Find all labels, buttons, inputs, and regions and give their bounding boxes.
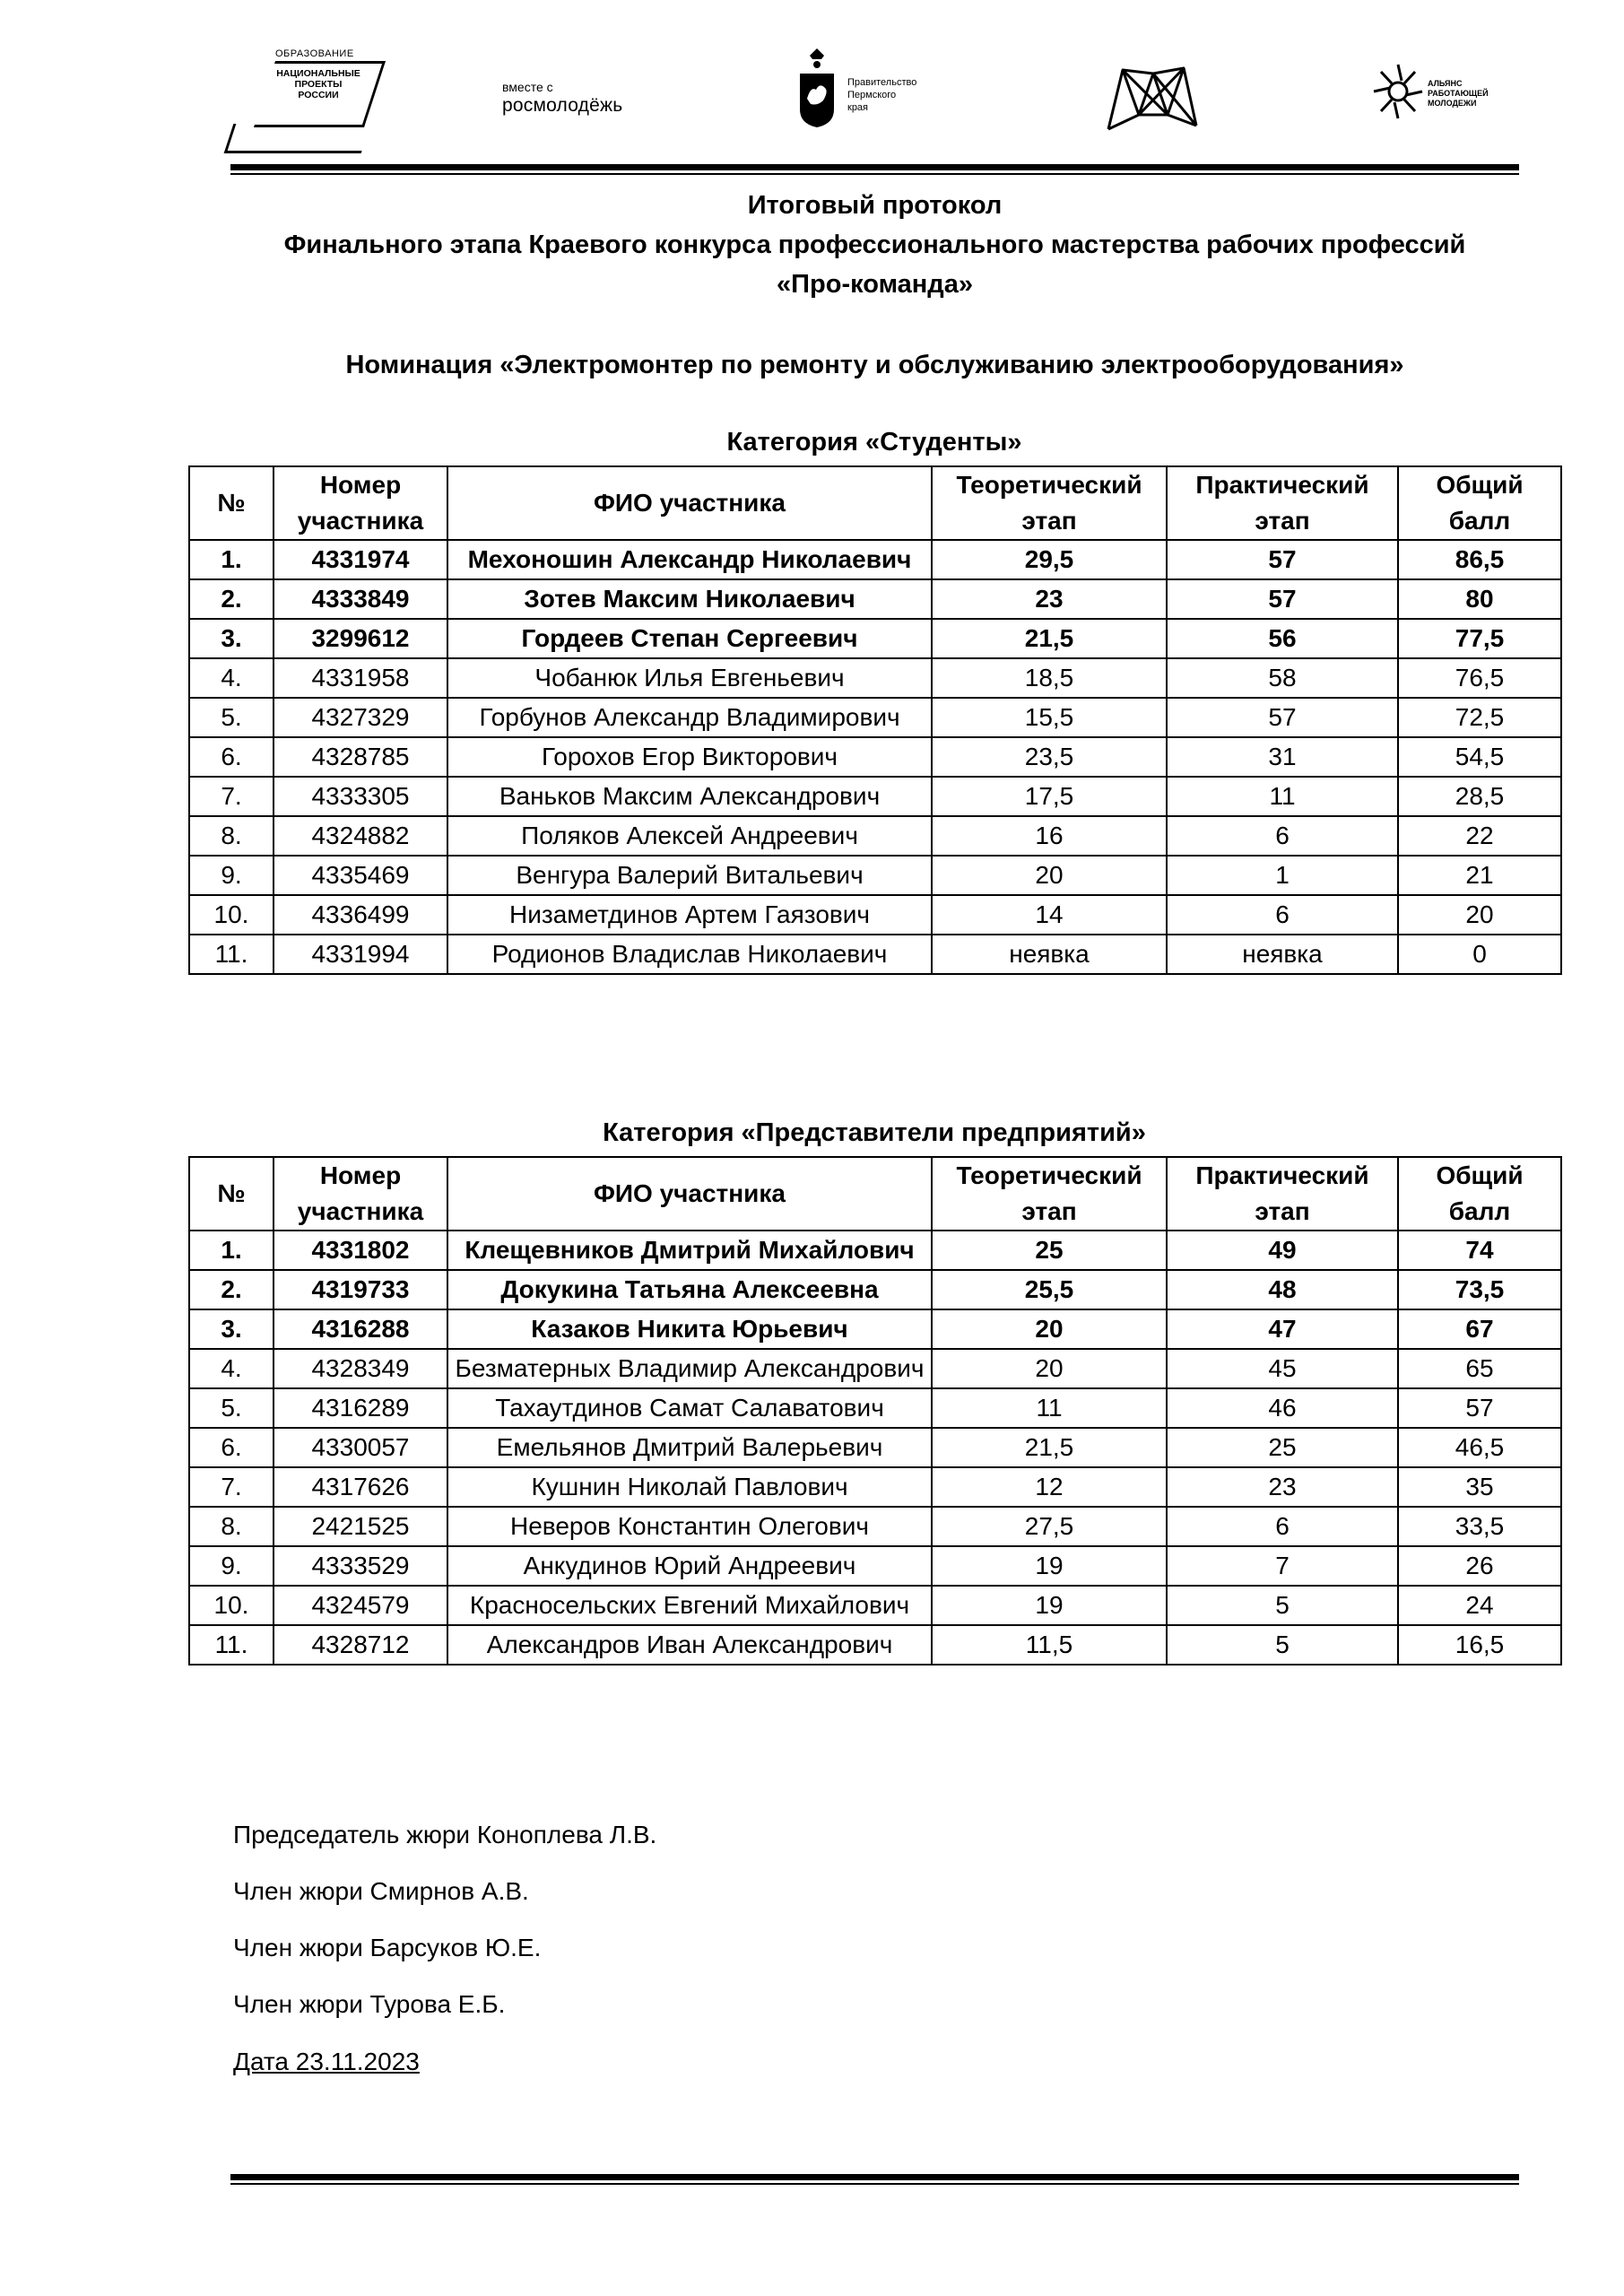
participant-name: Емельянов Дмитрий Валерьевич xyxy=(447,1428,932,1467)
total-score: 57 xyxy=(1398,1388,1561,1428)
row-number: 5. xyxy=(189,1388,274,1428)
practice-score: неявка xyxy=(1167,935,1398,974)
participant-number: 4330057 xyxy=(274,1428,447,1467)
theory-score: 11,5 xyxy=(932,1625,1167,1665)
theory-score: 14 xyxy=(932,895,1167,935)
total-score: 86,5 xyxy=(1398,540,1561,579)
table-row xyxy=(189,1625,1561,1665)
participant-name: Зотев Максим Николаевич xyxy=(447,579,932,619)
theory-score: 29,5 xyxy=(932,540,1167,579)
participant-number: 4324882 xyxy=(274,816,447,856)
table-row xyxy=(189,1349,1561,1388)
practice-score: 1 xyxy=(1167,856,1398,895)
total-score: 76,5 xyxy=(1398,658,1561,698)
total-score: 24 xyxy=(1398,1586,1561,1625)
practice-score: 5 xyxy=(1167,1586,1398,1625)
row-number: 5. xyxy=(189,698,274,737)
theory-score: 25,5 xyxy=(932,1270,1167,1309)
theory-score: 12 xyxy=(932,1467,1167,1507)
participant-number: 4324579 xyxy=(274,1586,447,1625)
theory-score: 11 xyxy=(932,1388,1167,1428)
total-score: 26 xyxy=(1398,1546,1561,1586)
protocol-subtitle: Финального этапа Краевого конкурса профессионального мастерства рабочих профессий xyxy=(283,230,1466,259)
total-score: 72,5 xyxy=(1398,698,1561,737)
practice-score: 48 xyxy=(1167,1270,1398,1309)
perm-government-text: Правительство Пермского края xyxy=(847,77,917,113)
rosmolodezh-big-text: росмолодёжь xyxy=(502,95,623,116)
participant-number: 4327329 xyxy=(274,698,447,737)
table-row xyxy=(189,1270,1561,1309)
col-header-practice: Практический этап xyxy=(1167,466,1398,540)
theory-score: неявка xyxy=(932,935,1167,974)
participant-number: 4317626 xyxy=(274,1467,447,1507)
participant-name: Ваньков Максим Александрович xyxy=(447,777,932,816)
table-row xyxy=(189,895,1561,935)
logo-frame-base xyxy=(224,124,371,153)
theory-score: 16 xyxy=(932,816,1167,856)
col-header-no: № xyxy=(189,466,274,540)
row-number: 8. xyxy=(189,1507,274,1546)
row-number: 4. xyxy=(189,658,274,698)
theory-score: 21,5 xyxy=(932,619,1167,658)
row-number: 2. xyxy=(189,1270,274,1309)
practice-score: 45 xyxy=(1167,1349,1398,1388)
table-body xyxy=(189,540,1561,974)
participant-name: Гордеев Степан Сергеевич xyxy=(447,619,932,658)
participant-name: Венгура Валерий Витальевич xyxy=(447,856,932,895)
perm-government-logo xyxy=(798,47,977,154)
row-number: 9. xyxy=(189,856,274,895)
practice-score: 49 xyxy=(1167,1231,1398,1270)
total-score: 0 xyxy=(1398,935,1561,974)
participant-number: 4331974 xyxy=(274,540,447,579)
row-number: 3. xyxy=(189,1309,274,1349)
participant-name: Красносельских Евгений Михайлович xyxy=(447,1586,932,1625)
total-score: 33,5 xyxy=(1398,1507,1561,1546)
row-number: 2. xyxy=(189,579,274,619)
table-row xyxy=(189,1467,1561,1507)
practice-score: 25 xyxy=(1167,1428,1398,1467)
practice-score: 6 xyxy=(1167,816,1398,856)
table-row xyxy=(189,540,1561,579)
total-score: 67 xyxy=(1398,1309,1561,1349)
theory-score: 17,5 xyxy=(932,777,1167,816)
practice-score: 46 xyxy=(1167,1388,1398,1428)
rosmolodezh-small-text: вместе с xyxy=(502,80,553,94)
total-score: 21 xyxy=(1398,856,1561,895)
contest-name: «Про-команда» xyxy=(777,270,973,299)
participant-number: 4335469 xyxy=(274,856,447,895)
participant-number: 4331958 xyxy=(274,658,447,698)
table-row xyxy=(189,1586,1561,1625)
row-number: 10. xyxy=(189,1586,274,1625)
table-header-row xyxy=(189,1157,1561,1231)
practice-score: 57 xyxy=(1167,540,1398,579)
table-row xyxy=(189,737,1561,777)
logo-strip xyxy=(229,45,1529,161)
participant-number: 4328785 xyxy=(274,737,447,777)
total-score: 74 xyxy=(1398,1231,1561,1270)
theory-score: 23,5 xyxy=(932,737,1167,777)
total-score: 28,5 xyxy=(1398,777,1561,816)
participant-name: Горбунов Александр Владимирович xyxy=(447,698,932,737)
perm-crest-icon xyxy=(798,47,836,129)
practice-score: 31 xyxy=(1167,737,1398,777)
total-score: 16,5 xyxy=(1398,1625,1561,1665)
participant-number: 4331994 xyxy=(274,935,447,974)
footer-rule xyxy=(230,2174,1519,2185)
logo-education-label: ОБРАЗОВАНИЕ xyxy=(275,48,354,59)
alliance-star-icon xyxy=(1372,63,1424,120)
col-header-number: Номер участника xyxy=(274,466,447,540)
jury-chairman: Председатель жюри Коноплева Л.В. xyxy=(233,1821,657,1848)
participant-name: Неверов Константин Олегович xyxy=(447,1507,932,1546)
theory-score: 23 xyxy=(932,579,1167,619)
participant-number: 4328712 xyxy=(274,1625,447,1665)
table-row xyxy=(189,1546,1561,1586)
participant-name: Тахаутдинов Самат Салаватович xyxy=(447,1388,932,1428)
protocol-date: Дата 23.11.2023 xyxy=(233,2048,420,2075)
theory-score: 18,5 xyxy=(932,658,1167,698)
participant-number: 4328349 xyxy=(274,1349,447,1388)
participant-name: Докукина Татьяна Алексеевна xyxy=(447,1270,932,1309)
theory-score: 25 xyxy=(932,1231,1167,1270)
participant-name: Поляков Алексей Андреевич xyxy=(447,816,932,856)
protocol-title: Итоговый протокол xyxy=(747,191,1003,220)
table-row xyxy=(189,579,1561,619)
theory-score: 20 xyxy=(932,1349,1167,1388)
total-score: 20 xyxy=(1398,895,1561,935)
practice-score: 58 xyxy=(1167,658,1398,698)
category-title-enterprises: Категория «Представители предприятий» xyxy=(603,1118,1146,1147)
table-row xyxy=(189,856,1561,895)
theory-score: 20 xyxy=(932,1309,1167,1349)
participant-name: Горохов Егор Викторович xyxy=(447,737,932,777)
alliance-logo xyxy=(1372,63,1507,135)
row-number: 9. xyxy=(189,1546,274,1586)
participant-name: Кушнин Николай Павлович xyxy=(447,1467,932,1507)
results-table-students xyxy=(188,465,1562,975)
participant-name: Клещевников Дмитрий Михайлович xyxy=(447,1231,932,1270)
practice-score: 6 xyxy=(1167,1507,1398,1546)
row-number: 4. xyxy=(189,1349,274,1388)
row-number: 10. xyxy=(189,895,274,935)
participant-number: 4336499 xyxy=(274,895,447,935)
table-row xyxy=(189,658,1561,698)
total-score: 80 xyxy=(1398,579,1561,619)
participant-number: 4331802 xyxy=(274,1231,447,1270)
category-title-students: Категория «Студенты» xyxy=(726,428,1022,457)
table-row xyxy=(189,619,1561,658)
total-score: 54,5 xyxy=(1398,737,1561,777)
participant-name: Безматерных Владимир Александрович xyxy=(447,1349,932,1388)
table-row xyxy=(189,777,1561,816)
row-number: 3. xyxy=(189,619,274,658)
theory-score: 19 xyxy=(932,1586,1167,1625)
practice-score: 57 xyxy=(1167,579,1398,619)
participant-number: 4333849 xyxy=(274,579,447,619)
col-header-total: Общий балл xyxy=(1398,1157,1561,1231)
practice-score: 11 xyxy=(1167,777,1398,816)
total-score: 46,5 xyxy=(1398,1428,1561,1467)
theory-score: 15,5 xyxy=(932,698,1167,737)
table-row xyxy=(189,1388,1561,1428)
national-projects-logo xyxy=(229,45,377,154)
practice-score: 47 xyxy=(1167,1309,1398,1349)
row-number: 1. xyxy=(189,540,274,579)
logo-national-projects-text: НАЦИОНАЛЬНЫЕ ПРОЕКТЫ РОССИИ xyxy=(276,68,360,100)
theory-score: 20 xyxy=(932,856,1167,895)
table-row xyxy=(189,1309,1561,1349)
header-rule xyxy=(230,164,1519,175)
table-row xyxy=(189,1428,1561,1467)
participant-number: 4333529 xyxy=(274,1546,447,1586)
theory-score: 27,5 xyxy=(932,1507,1167,1546)
row-number: 6. xyxy=(189,1428,274,1467)
participant-name: Родионов Владислав Николаевич xyxy=(447,935,932,974)
practice-score: 57 xyxy=(1167,698,1398,737)
results-table-enterprises xyxy=(188,1156,1562,1665)
col-header-name: ФИО участника xyxy=(447,466,932,540)
theory-score: 21,5 xyxy=(932,1428,1167,1467)
participant-number: 2421525 xyxy=(274,1507,447,1546)
row-number: 11. xyxy=(189,935,274,974)
col-header-number: Номер участника xyxy=(274,1157,447,1231)
total-score: 65 xyxy=(1398,1349,1561,1388)
total-score: 77,5 xyxy=(1398,619,1561,658)
practice-score: 7 xyxy=(1167,1546,1398,1586)
col-header-practice: Практический этап xyxy=(1167,1157,1398,1231)
table-header-row xyxy=(189,466,1561,540)
participant-number: 4319733 xyxy=(274,1270,447,1309)
practice-score: 5 xyxy=(1167,1625,1398,1665)
participant-name: Чобанюк Илья Евгеньевич xyxy=(447,658,932,698)
theory-score: 19 xyxy=(932,1546,1167,1586)
practice-score: 6 xyxy=(1167,895,1398,935)
participant-name: Анкудинов Юрий Андреевич xyxy=(447,1546,932,1586)
jury-member: Член жюри Барсуков Ю.Е. xyxy=(233,1934,542,1961)
practice-score: 23 xyxy=(1167,1467,1398,1507)
total-score: 35 xyxy=(1398,1467,1561,1507)
participant-name: Мехоношин Александр Николаевич xyxy=(447,540,932,579)
participant-name: Казаков Никита Юрьевич xyxy=(447,1309,932,1349)
practice-score: 56 xyxy=(1167,619,1398,658)
col-header-theory: Теоретический этап xyxy=(932,1157,1167,1231)
row-number: 7. xyxy=(189,1467,274,1507)
table-row xyxy=(189,935,1561,974)
participant-number: 4333305 xyxy=(274,777,447,816)
table-body xyxy=(189,1231,1561,1665)
table-row xyxy=(189,698,1561,737)
participant-number: 4316288 xyxy=(274,1309,447,1349)
row-number: 6. xyxy=(189,737,274,777)
row-number: 1. xyxy=(189,1231,274,1270)
nomination-title: Номинация «Электромонтер по ремонту и обслуживанию электрооборудования» xyxy=(345,351,1404,379)
total-score: 22 xyxy=(1398,816,1561,856)
mountain-logo-icon xyxy=(1103,61,1202,133)
alliance-text: АЛЬЯНС РАБОТАЮЩЕЙ МОЛОДЕЖИ xyxy=(1428,79,1489,108)
col-header-total: Общий балл xyxy=(1398,466,1561,540)
row-number: 7. xyxy=(189,777,274,816)
row-number: 8. xyxy=(189,816,274,856)
table-row xyxy=(189,816,1561,856)
participant-name: Низаметдинов Артем Гаязович xyxy=(447,895,932,935)
table-row xyxy=(189,1231,1561,1270)
total-score: 73,5 xyxy=(1398,1270,1561,1309)
participant-number: 4316289 xyxy=(274,1388,447,1428)
participant-number: 3299612 xyxy=(274,619,447,658)
participant-name: Александров Иван Александрович xyxy=(447,1625,932,1665)
table-row xyxy=(189,1507,1561,1546)
col-header-theory: Теоретический этап xyxy=(932,466,1167,540)
col-header-no: № xyxy=(189,1157,274,1231)
jury-member: Член жюри Смирнов А.В. xyxy=(233,1877,529,1905)
col-header-name: ФИО участника xyxy=(447,1157,932,1231)
rosmolodezh-logo xyxy=(502,79,682,117)
row-number: 11. xyxy=(189,1625,274,1665)
jury-member: Член жюри Турова Е.Б. xyxy=(233,1990,506,2018)
